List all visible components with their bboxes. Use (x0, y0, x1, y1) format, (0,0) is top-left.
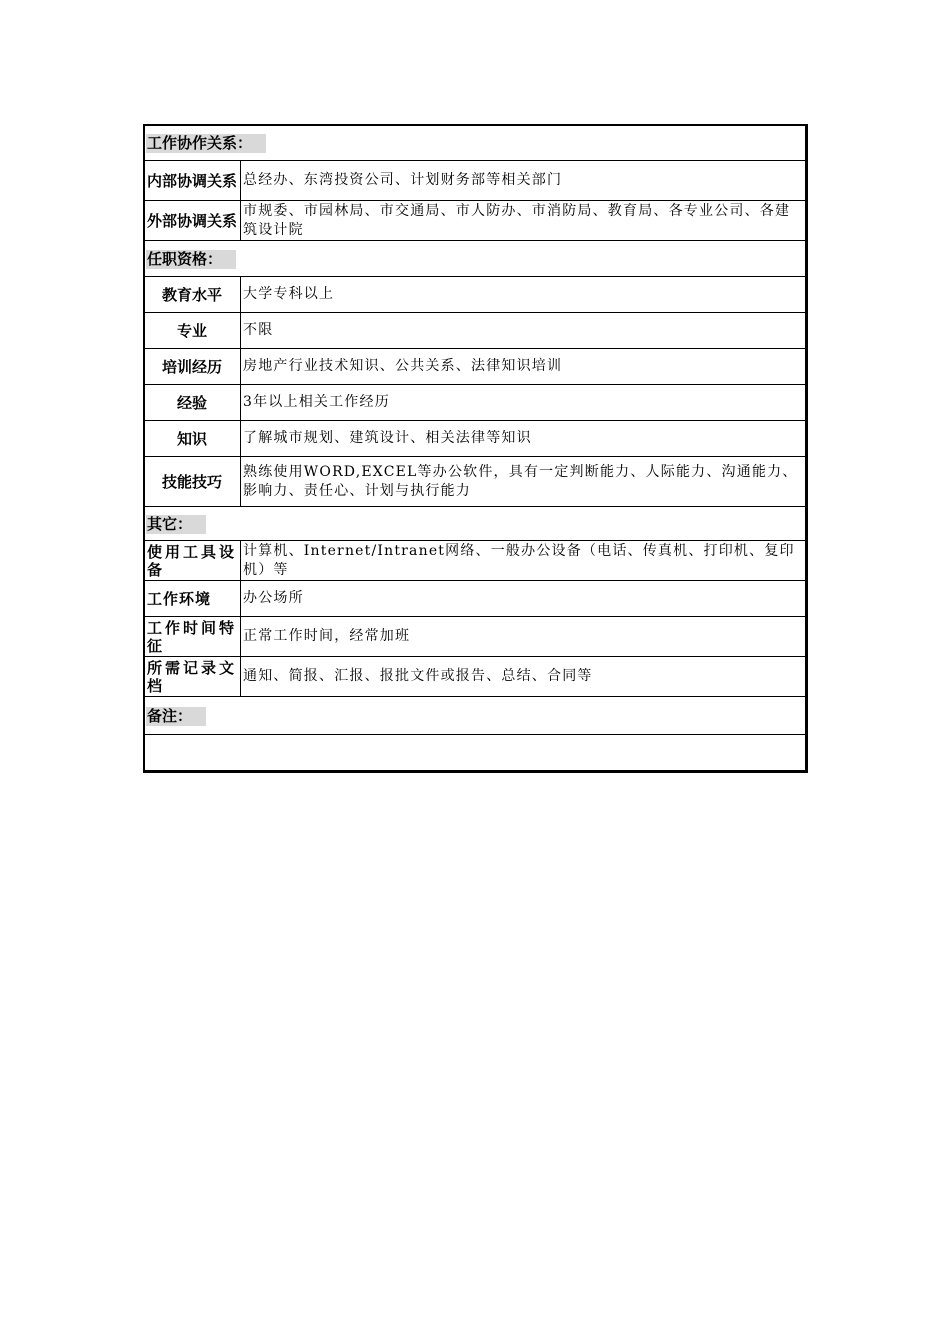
table-row (144, 385, 808, 421)
table-row (144, 201, 808, 241)
table-row (144, 457, 808, 507)
row-value: 大学专科以上 (241, 277, 808, 313)
row-value: 不限 (241, 313, 808, 349)
row-value: 计算机、Internet/Intranet网络、一般办公设备（电话、传真机、打印机、复印机）等 (241, 541, 808, 581)
table-row (144, 541, 808, 581)
row-label: 所需记录文档 (144, 657, 241, 697)
remarks-value (144, 735, 808, 773)
table-row (144, 161, 808, 201)
row-label: 使用工具设备 (144, 541, 241, 581)
row-value: 3年以上相关工作经历 (241, 385, 808, 421)
table-row (144, 421, 808, 457)
row-label: 教育水平 (144, 277, 241, 313)
row-value: 正常工作时间，经常加班 (241, 617, 808, 657)
row-label: 培训经历 (144, 349, 241, 385)
table-row (144, 617, 808, 657)
row-value: 总经办、东湾投资公司、计划财务部等相关部门 (241, 161, 808, 201)
table-row (144, 657, 808, 697)
row-label: 工作时间特征 (144, 617, 241, 657)
row-label: 外部协调关系 (144, 201, 241, 241)
row-value: 办公场所 (241, 581, 808, 617)
row-label: 技能技巧 (144, 457, 241, 507)
row-label: 知识 (144, 421, 241, 457)
row-value: 了解城市规划、建筑设计、相关法律等知识 (241, 421, 808, 457)
row-value: 房地产行业技术知识、公共关系、法律知识培训 (241, 349, 808, 385)
section-title: 工作协作关系： (146, 134, 266, 153)
row-value: 熟练使用WORD,EXCEL等办公软件，具有一定判断能力、人际能力、沟通能力、影响力、责任心、计划与执行能力 (241, 457, 808, 507)
section-header-qualification (144, 241, 808, 277)
remarks-row (144, 735, 808, 773)
section-title: 备注： (146, 707, 206, 726)
row-label: 经验 (144, 385, 241, 421)
row-value: 通知、简报、汇报、报批文件或报告、总结、合同等 (241, 657, 808, 697)
section-header-cooperation (144, 125, 808, 161)
row-label: 内部协调关系 (144, 161, 241, 201)
row-label: 专业 (144, 313, 241, 349)
section-header-other (144, 507, 808, 541)
job-description-table (143, 124, 808, 773)
table-row (144, 313, 808, 349)
row-label: 工作环境 (144, 581, 241, 617)
table-row (144, 277, 808, 313)
row-value: 市规委、市园林局、市交通局、市人防办、市消防局、教育局、各专业公司、各建筑设计院 (241, 201, 808, 241)
section-title: 其它： (146, 515, 206, 534)
table-row (144, 581, 808, 617)
section-header-remarks (144, 697, 808, 735)
table-row (144, 349, 808, 385)
section-title: 任职资格： (146, 250, 236, 269)
